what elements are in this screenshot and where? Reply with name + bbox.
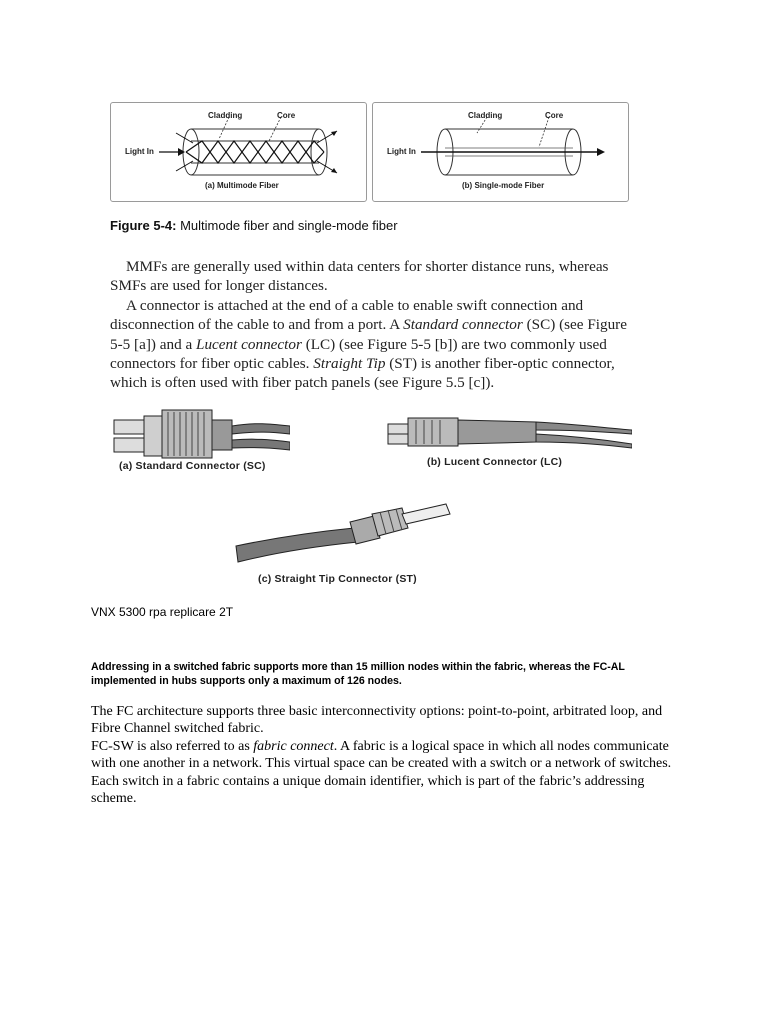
body-paragraph-1: The FC architecture supports three basic interconnectivity options: point-to-point, arbitrated loop, and Fibre Channel switched fabric. (91, 704, 663, 737)
term-fabric-connect: fabric connect (253, 738, 334, 754)
note-line: VNX 5300 rpa replicare 2T (91, 605, 234, 619)
term-straight-tip: Straight Tip (313, 355, 386, 373)
singlemode-cladding-label: Cladding (468, 111, 503, 120)
term-lucent-connector: Lucent connector (196, 335, 302, 353)
figure-caption-number: Figure 5-4: (110, 218, 177, 233)
figure-caption (110, 218, 398, 233)
sc-connector-label: (a) Standard Connector (SC) (119, 460, 266, 472)
sc-connector-image (112, 408, 290, 460)
term-standard-connector: Standard connector (403, 316, 523, 334)
multimode-fiber-figure (110, 102, 367, 202)
singlemode-fiber-figure (372, 102, 629, 202)
body-text (91, 703, 681, 807)
multimode-cladding-label: Cladding (208, 111, 243, 120)
bold-paragraph: Addressing in a switched fabric supports more than 15 million nodes within the fabric, whereas the FC-AL implemented in hubs supports only a maximum of 126 nodes. (91, 661, 625, 687)
book-paragraph-2: A connector is attached at the end of a cable to enable swift connection and disconnection of the cable to and from a port. A Standard connector (SC) (see Figure 5-5 [a]) and a Lucent connector (LC) (see Figure 5-5 [b]) are two commonly used connectors for fiber optic cables. Straight Tip (ST) is another fiber-optic connector, which is often used with fiber patch panels (see Figure 5.5 [c]). (110, 296, 627, 392)
book-paragraph-1: MMFs are generally used within data centers for shorter distance runs, whereas SMFs are used for longer distances. (110, 258, 609, 295)
st-connector-label: (c) Straight Tip Connector (ST) (258, 573, 417, 585)
singlemode-light-in-label: Light In (387, 147, 416, 156)
multimode-caption: (a) Multimode Fiber (205, 181, 279, 190)
st-connector-image (234, 502, 454, 566)
multimode-core-label: Core (277, 111, 296, 120)
book-excerpt (110, 257, 635, 393)
body-paragraph-2: FC-SW is also referred to as fabric connect. A fabric is a logical space in which all nodes communicate with one another in a network. This virtual space can be created with a switch or a network of switches. Each switch in a fabric contains a unique domain identifier, which is part of the fabric’s addressing scheme. (91, 738, 672, 807)
lc-connector-image (386, 412, 632, 450)
lc-connector-label: (b) Lucent Connector (LC) (427, 456, 563, 468)
multimode-light-in-label: Light In (125, 147, 154, 156)
singlemode-core-label: Core (545, 111, 564, 120)
figure-caption-text: Multimode fiber and single-mode fiber (176, 218, 398, 233)
singlemode-caption: (b) Single-mode Fiber (462, 181, 545, 190)
